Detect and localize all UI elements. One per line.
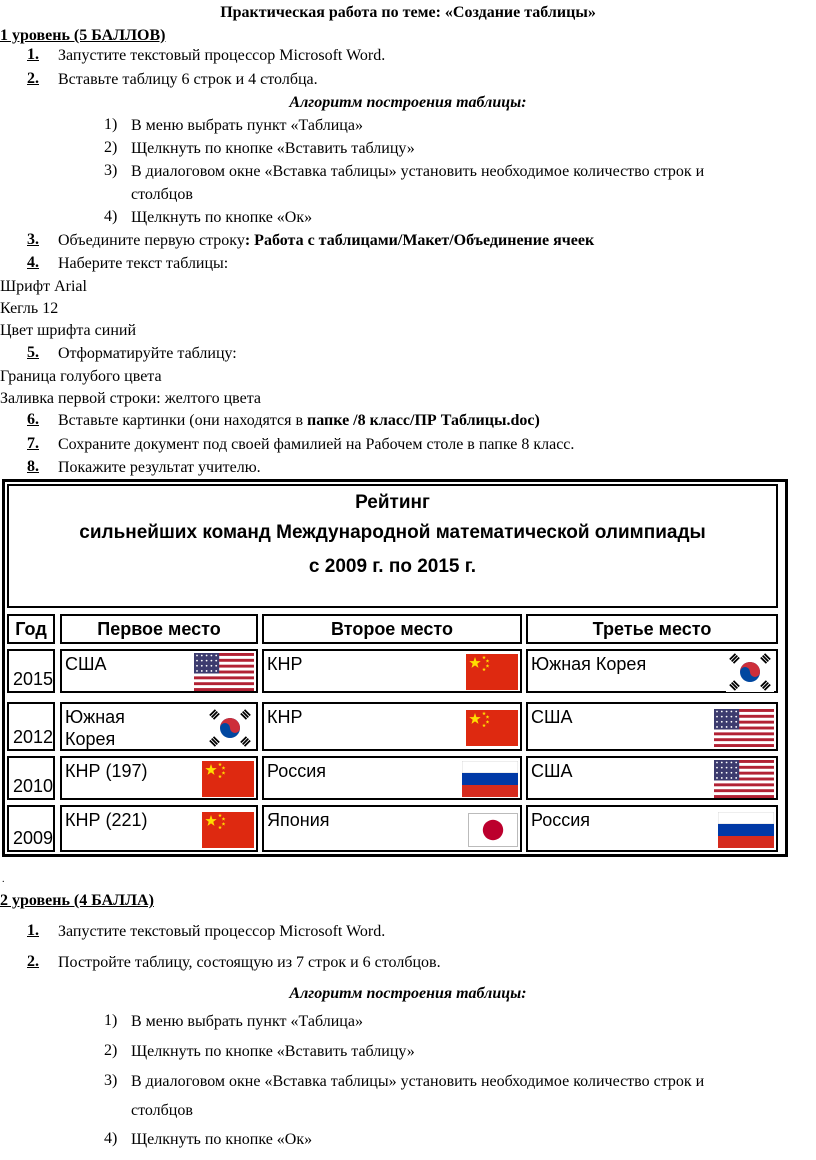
table-cell [262, 702, 522, 751]
l1-algo1-text: В меню выбрать пункт «Таблица» [131, 117, 363, 134]
china-flag-icon [466, 654, 518, 695]
russia-flag-icon [462, 761, 518, 802]
l1-step7-text: Сохраните документ под своей фамилией на Рабочем столе в папке 8 класс. [58, 436, 575, 453]
l1-step4-text: Наберите текст таблицы: [58, 255, 229, 272]
l1-step6-num: 6. [27, 411, 39, 428]
l1-step2-text: Вставьте таблицу 6 строк и 4 столбца. [58, 71, 318, 88]
l1-algo-title: Алгоритм построения таблицы: [289, 94, 527, 111]
table-cell [60, 702, 258, 751]
year-label: 2012 [13, 727, 54, 747]
font-line-3: Цвет шрифта синий [0, 322, 136, 339]
table-title-line-3: с 2009 г. по 2015 г. [308, 556, 477, 577]
japan-flag-icon [468, 813, 518, 852]
header-third: Третье место [526, 614, 778, 644]
l1-step8-num: 8. [27, 458, 39, 475]
header-second: Второе место [262, 614, 522, 644]
l2-step1-text: Запустите текстовый процессор Microsoft Word. [58, 923, 386, 940]
year-label: 2009 [13, 828, 54, 848]
l2-algo3-text: В диалоговом окне «Вставка таблицы» установить необходимое количество строк и [131, 1073, 705, 1090]
l2-algo4-num: 4) [104, 1130, 118, 1147]
header-year: Год [7, 614, 55, 644]
l1-step3-bold: : Работа с таблицами/Макет/Объединение ячеек [244, 232, 595, 249]
format-line-2: Заливка первой строки: желтого цвета [0, 390, 262, 407]
country-label: Россия [531, 810, 591, 830]
year-label: 2010 [13, 776, 54, 796]
table-cell [526, 756, 778, 800]
table-cell [60, 805, 258, 852]
l2-step1-num: 1. [27, 922, 39, 939]
table-cell [526, 805, 778, 852]
l2-algo2-num: 2) [104, 1042, 118, 1059]
l2-algo1-num: 1) [104, 1012, 118, 1029]
table-title-line-2: сильнейших команд Международной математической олимпиады [79, 522, 706, 543]
level2-heading: 2 уровень (4 БАЛЛА) [0, 892, 154, 909]
country-label: США [531, 761, 573, 781]
level1-heading: 1 уровень (5 БАЛЛОВ) [0, 27, 166, 44]
l1-algo3-cont: столбцов [131, 186, 193, 203]
usa-flag-icon [714, 709, 774, 752]
russia-flag-icon [718, 812, 774, 853]
l1-step3-num: 3. [27, 231, 39, 248]
l1-algo4-num: 4) [104, 208, 118, 225]
l1-step3 [58, 231, 594, 251]
table-cell [262, 649, 522, 693]
country-label: КНР [267, 707, 303, 727]
l1-step4-num: 4. [27, 254, 39, 271]
table-cell [60, 756, 258, 800]
stray-dot: . [2, 874, 5, 885]
l2-algo3-cont: столбцов [131, 1102, 193, 1119]
l1-algo2-num: 2) [104, 139, 118, 156]
country-label: Россия [267, 761, 327, 781]
country-label: КНР (221) [65, 810, 148, 830]
l2-step2-num: 2. [27, 953, 39, 970]
l1-algo1-num: 1) [104, 116, 118, 133]
l1-step8-text: Покажите результат учителю. [58, 459, 261, 476]
l2-algo3-num: 3) [104, 1072, 118, 1089]
china-flag-icon [202, 812, 254, 853]
l1-algo3-num: 3) [104, 162, 118, 179]
l1-step2-num: 2. [27, 70, 39, 87]
country-label: Япония [267, 810, 330, 830]
l2-algo4-text: Щелкнуть по кнопке «Ок» [131, 1131, 313, 1148]
l1-step1-text: Запустите текстовый процессор Microsoft Word. [58, 47, 386, 64]
l1-step6 [58, 411, 540, 431]
table-cell [7, 805, 55, 852]
font-line-2: Кегль 12 [0, 300, 59, 317]
china-flag-icon [202, 761, 254, 802]
font-line-1: Шрифт Arial [0, 278, 87, 295]
table-title-line-1: Рейтинг [355, 492, 430, 513]
table-cell [7, 649, 55, 693]
usa-flag-icon [194, 653, 254, 696]
country-label: Южная Корея [531, 654, 647, 674]
table-title-cell [7, 484, 778, 608]
table-cell [526, 649, 778, 693]
country-label: Южная Корея [65, 707, 125, 749]
l2-algo1-text: В меню выбрать пункт «Таблица» [131, 1013, 363, 1030]
country-label: КНР (197) [65, 761, 148, 781]
table-cell [7, 702, 55, 751]
table-cell [262, 805, 522, 852]
table-cell [60, 649, 258, 693]
l1-step3-text: Объедините первую строку [58, 232, 245, 249]
year-label: 2015 [13, 669, 54, 689]
china-flag-icon [466, 710, 518, 751]
l2-algo-title: Алгоритм построения таблицы: [289, 985, 527, 1002]
l1-step6-text: Вставьте картинки (они находятся в [58, 412, 308, 429]
country-label: США [531, 707, 573, 727]
korea-flag-icon [726, 652, 774, 697]
table-cell [526, 702, 778, 751]
l2-algo2-text: Щелкнуть по кнопке «Вставить таблицу» [131, 1043, 415, 1060]
l1-step6-bold: папке /8 класс/ПР Таблицы.doc) [307, 412, 540, 429]
l1-algo4-text: Щелкнуть по кнопке «Ок» [131, 209, 313, 226]
l2-step2-text: Постройте таблицу, состоящую из 7 строк и 6 столбцов. [58, 954, 441, 971]
l1-step5-text: Отформатируйте таблицу: [58, 345, 237, 362]
table-cell [7, 756, 55, 800]
header-first: Первое место [60, 614, 258, 644]
table-cell [262, 756, 522, 800]
country-label: КНР [267, 654, 303, 674]
format-line-1: Граница голубого цвета [0, 368, 162, 385]
l1-algo3-text: В диалоговом окне «Вставка таблицы» установить необходимое количество строк и [131, 163, 705, 180]
l1-step7-num: 7. [27, 435, 39, 452]
l1-step1-num: 1. [27, 46, 39, 63]
l1-algo2-text: Щелкнуть по кнопке «Вставить таблицу» [131, 140, 415, 157]
usa-flag-icon [714, 760, 774, 803]
country-label: США [65, 654, 107, 674]
korea-flag-icon [206, 708, 254, 753]
page-title: Практическая работа по теме: «Создание таблицы» [220, 4, 596, 21]
l1-step5-num: 5. [27, 344, 39, 361]
